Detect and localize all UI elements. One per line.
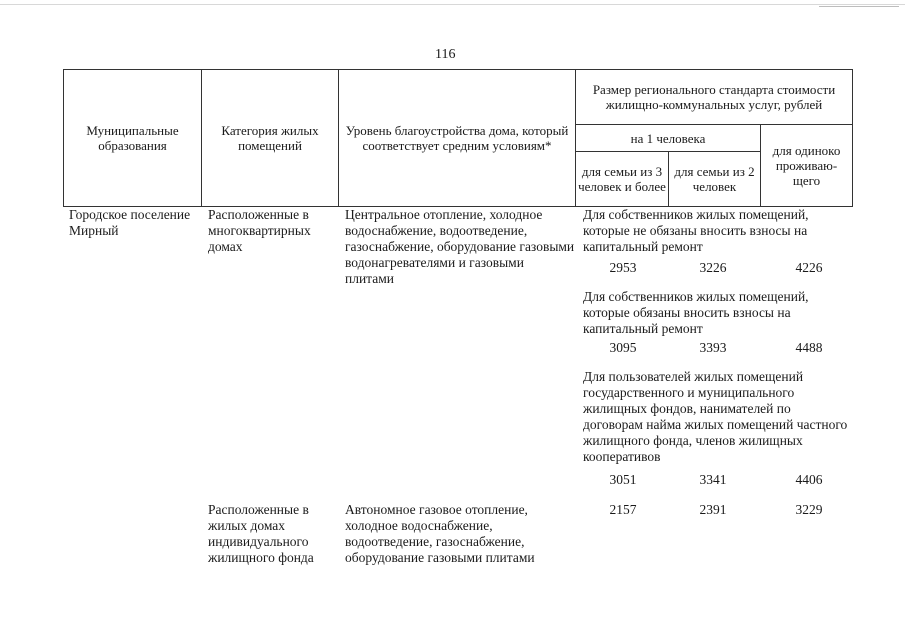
value-g1-family3: 2953 — [609, 260, 637, 275]
header-standard-size: Размер регионального стандарта стоимости жилищно-коммунальных услуг, рублей — [576, 70, 853, 125]
value-g3-family2: 3341 — [699, 472, 727, 487]
value-r2-family2: 2391 — [699, 502, 727, 517]
scan-top-edge — [0, 4, 905, 5]
header-category: Категория жилых помещений — [202, 70, 339, 207]
header-per-person: на 1 человека — [576, 125, 761, 152]
header-table — [63, 69, 853, 207]
value-g3-single: 4406 — [795, 472, 823, 487]
header-family-2: для семьи из 2 человек — [669, 152, 761, 207]
value-r2-family3: 2157 — [609, 502, 637, 517]
value-g2-single: 4488 — [795, 340, 823, 355]
group-owners-with-repair-fee: Для собственников жилых помещений, которые обязаны вносить взносы на капитальный ремонт — [583, 289, 809, 336]
level-autonomous-heating: Автономное газовое отопление, холодное водоснабжение, водоотведение, газоснабжение, оборудование газовыми плитами — [345, 502, 535, 565]
header-family-3: для семьи из 3 человек и более — [576, 152, 669, 207]
category-apartment-buildings: Расположенные в многоквартирных домах — [208, 207, 311, 254]
header-municipality: Муниципальные образования — [64, 70, 202, 207]
level-central-heating: Центральное отопление, холодное водоснабжение, водоотведение, газоснабжение, оборудование газовыми водонагревателями и газовыми плитами — [345, 207, 575, 286]
header-level: Уровень благоустройства дома, который соответствует средним условиям* — [339, 70, 576, 207]
page-number: 116 — [435, 47, 456, 62]
category-individual-houses: Расположенные в жилых домах индивидуального жилищного фонда — [208, 502, 314, 565]
value-g3-family3: 3051 — [609, 472, 637, 487]
value-r2-single: 3229 — [795, 502, 823, 517]
value-g1-family2: 3226 — [699, 260, 727, 275]
scan-corner-mark — [819, 6, 899, 7]
group-tenants-cooperatives: Для пользователей жилых помещений государственного и муниципального жилищных фондов, нанимателей по договорам найма жилых помещений частного жилищного фонда, членов жилищных кооперативов — [583, 369, 848, 464]
header-single: для одиноко проживаю-щего — [761, 125, 853, 207]
value-g2-family2: 3393 — [699, 340, 727, 355]
municipality-name: Городское поселение Мирный — [69, 207, 191, 238]
value-g2-family3: 3095 — [609, 340, 637, 355]
group-owners-no-repair-fee: Для собственников жилых помещений, которые не обязаны вносить взносы на капитальный ремонт — [583, 207, 809, 254]
value-g1-single: 4226 — [795, 260, 823, 275]
